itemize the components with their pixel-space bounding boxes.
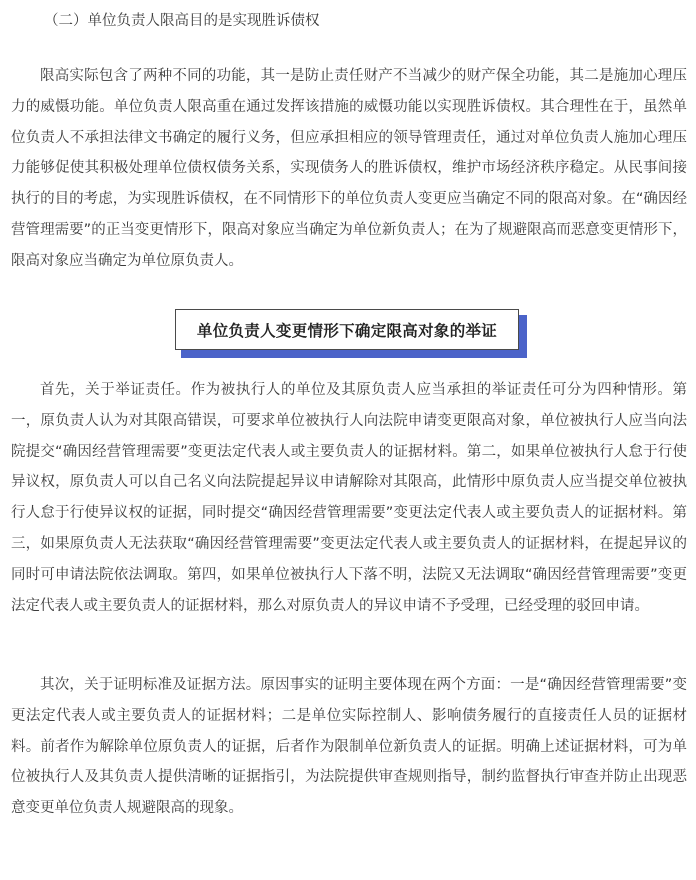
section-title-frame: [175, 309, 519, 350]
section-title-box: [175, 309, 529, 360]
paragraph-intimidation-function: 限高实际包含了两种不同的功能，其一是防止责任财产不当减少的财产保全功能，其二是施加心理压力的威慑功能。单位负责人限高重在通过发挥该措施的威慑功能以实现胜诉债权。其合理性在于，虽然单位负责人不承担法律文书确定的履行义务，但应承担相应的领导管理责任，通过对单位负责人施加心理压力能够促使其积极处理单位债权债务关系，实现债务人的胜诉债权，维护市场经济秩序稳定。从民事间接执行的目的考虑，为实现胜诉债权，在不同情形下的单位负责人变更应当确定不同的限高对象。在“确因经营管理需要”的正当变更情形下，限高对象应当确定为单位新负责人；在为了规避限高而恶意变更情形下，限高对象应当确定为单位原负责人。: [11, 68, 687, 269]
paragraph-burden-of-proof: 首先，关于举证责任。作为被执行人的单位及其原负责人应当承担的举证责任可分为四种情形。第一，原负责人认为对其限高错误，可要求单位被执行人向法院申请变更限高对象，单位被执行人应当向法院提交“确因经营管理需要”变更法定代表人或主要负责人的证据材料。第二，如果单位被执行人怠于行使异议权，原负责人可以自己名义向法院提起异议申请解除对其限高，此情形中原负责人应当提交单位被执行人怠于行使异议权的证据，同时提交“确因经营管理需要”变更法定代表人或主要负责人的证据材料。第三，如果原负责人无法获取“确因经营管理需要”变更法定代表人或主要负责人的证据材料，在提起异议的同时可申请法院依法调取。第四，如果单位被执行人下落不明，法院又无法调取“确因经营管理需要”变更法定代表人或主要负责人的证据材料，那么对原负责人的异议申请不予受理，已经受理的驳回申请。: [11, 382, 687, 614]
section-title: 单位负责人变更情形下确定限高对象的举证: [196, 321, 498, 340]
section-subheading: （二）单位负责人限高目的是实现胜诉债权: [44, 13, 320, 29]
paragraph-standard-of-proof: 其次，关于证明标准及证据方法。原因事实的证明主要体现在两个方面：一是“确因经营管理需要”变更法定代表人或主要负责人的证据材料；二是单位实际控制人、影响债务履行的直接责任人员的证据材料。前者作为解除单位原负责人的证据，后者作为限制单位新负责人的证据。明确上述证据材料，可为单位被执行人及其负责人提供清晰的证据指引，为法院提供审查规则指导，制约监督执行审查并防止出现恶意变更单位负责人规避限高的现象。: [11, 677, 687, 817]
